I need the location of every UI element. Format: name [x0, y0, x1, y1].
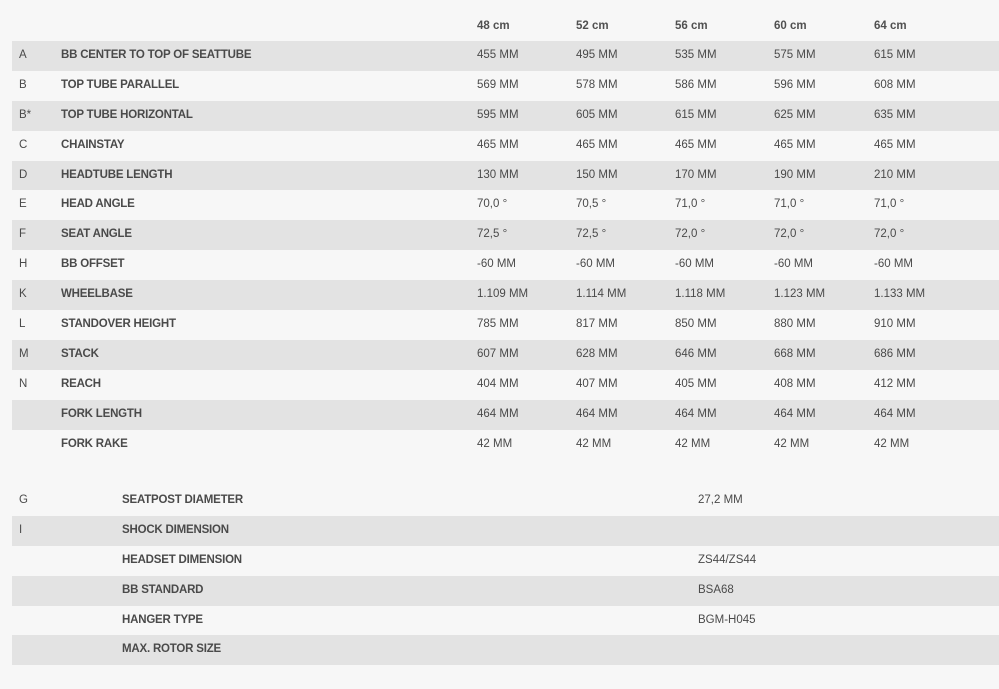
row-letter: B*: [19, 108, 32, 121]
row-value: 412 MM: [874, 377, 916, 390]
row-value: -60 MM: [874, 258, 913, 271]
row-value: 42 MM: [774, 437, 810, 450]
row-value: ZS44/ZS44: [698, 553, 757, 566]
row-value: 668 MM: [774, 347, 816, 360]
row-letter: C: [19, 138, 28, 151]
row-value: 615 MM: [874, 49, 916, 61]
row-label: SHOCK DIMENSION: [122, 523, 229, 536]
table-row: [12, 635, 999, 665]
row-value: 910 MM: [874, 318, 916, 331]
table-row: [12, 161, 999, 191]
table-row: [12, 250, 999, 280]
row-label: BB CENTER TO TOP OF SEATTUBE: [61, 49, 252, 61]
row-value: 578 MM: [576, 78, 618, 91]
size-header-60: 60 cm: [774, 20, 807, 32]
table-row: [12, 280, 999, 310]
row-value: 42 MM: [675, 437, 711, 450]
table-row: [12, 190, 999, 220]
row-label: SEATPOST DIAMETER: [122, 494, 243, 506]
row-label: HEAD ANGLE: [61, 198, 135, 211]
row-value: 464 MM: [675, 407, 717, 420]
row-value: 1.118 MM: [675, 288, 726, 301]
row-label: TOP TUBE HORIZONTAL: [61, 108, 193, 121]
row-letter: A: [19, 49, 27, 61]
size-header-52: 52 cm: [576, 20, 609, 32]
row-label: BB STANDARD: [122, 583, 204, 596]
row-letter: F: [19, 228, 27, 241]
row-value: 464 MM: [874, 407, 916, 420]
row-value: 72,0 °: [675, 228, 706, 241]
row-value: 27,2 MM: [698, 494, 743, 506]
row-value: 465 MM: [477, 138, 519, 151]
row-value: 575 MM: [774, 49, 816, 61]
row-label: FORK RAKE: [61, 437, 128, 450]
row-value: 42 MM: [576, 437, 612, 450]
row-value: 405 MM: [675, 377, 717, 390]
row-letter: K: [19, 288, 27, 301]
row-value: 464 MM: [774, 407, 816, 420]
table-row: [12, 101, 999, 131]
row-value: 569 MM: [477, 78, 519, 91]
row-value: 465 MM: [874, 138, 916, 151]
table-row: [12, 131, 999, 161]
row-value: BSA68: [698, 583, 734, 596]
row-label: HEADSET DIMENSION: [122, 553, 242, 566]
row-value: 625 MM: [774, 108, 816, 121]
row-value: 850 MM: [675, 318, 717, 331]
size-header-64: 64 cm: [874, 20, 907, 32]
row-value: 586 MM: [675, 78, 717, 91]
table-row: [12, 486, 999, 516]
row-value: 605 MM: [576, 108, 618, 121]
row-value: 130 MM: [477, 168, 519, 181]
row-value: 404 MM: [477, 377, 519, 390]
row-letter: B: [19, 78, 27, 91]
row-value: 785 MM: [477, 318, 519, 331]
row-value: 72,5 °: [477, 228, 508, 241]
row-value: -60 MM: [774, 258, 813, 271]
table-row: [12, 400, 999, 430]
row-value: 595 MM: [477, 108, 519, 121]
row-value: 190 MM: [774, 168, 816, 181]
row-label: BB OFFSET: [61, 258, 125, 271]
row-value: 817 MM: [576, 318, 618, 331]
row-value: 628 MM: [576, 347, 618, 360]
row-label: HEADTUBE LENGTH: [61, 168, 173, 181]
row-label: REACH: [61, 377, 101, 390]
row-value: 464 MM: [576, 407, 618, 420]
size-header-48: 48 cm: [477, 20, 510, 32]
table-row: [12, 310, 999, 340]
row-value: 72,0 °: [874, 228, 905, 241]
row-label: WHEELBASE: [61, 288, 133, 301]
row-value: -60 MM: [477, 258, 516, 271]
table-row: [12, 370, 999, 400]
table-row: [12, 546, 999, 576]
table-row: [12, 41, 999, 71]
row-value: 72,5 °: [576, 228, 607, 241]
row-value: 465 MM: [576, 138, 618, 151]
row-value: 535 MM: [675, 49, 717, 61]
row-value: 1.114 MM: [576, 288, 627, 301]
row-value: 646 MM: [675, 347, 717, 360]
row-value: -60 MM: [576, 258, 615, 271]
spec-table: [12, 486, 999, 665]
row-label: SEAT ANGLE: [61, 228, 132, 241]
row-value: 42 MM: [874, 437, 910, 450]
row-label: TOP TUBE PARALLEL: [61, 78, 179, 91]
row-value: 608 MM: [874, 78, 916, 91]
row-value: 70,0 °: [477, 198, 508, 211]
row-value: 71,0 °: [874, 198, 905, 211]
row-value: 71,0 °: [774, 198, 805, 211]
table-row: [12, 220, 999, 250]
row-value: 210 MM: [874, 168, 916, 181]
row-letter: E: [19, 198, 27, 211]
row-value: 635 MM: [874, 108, 916, 121]
row-value: 407 MM: [576, 377, 618, 390]
row-value: 607 MM: [477, 347, 519, 360]
row-label: HANGER TYPE: [122, 613, 203, 626]
row-value: 465 MM: [774, 138, 816, 151]
table-row: [12, 430, 999, 460]
row-letter: L: [19, 318, 26, 331]
row-value: BGM-H045: [698, 613, 756, 626]
row-value: 686 MM: [874, 347, 916, 360]
row-value: 42 MM: [477, 437, 513, 450]
row-value: 615 MM: [675, 108, 717, 121]
table-row: [12, 71, 999, 101]
row-value: 880 MM: [774, 318, 816, 331]
row-label: CHAINSTAY: [61, 138, 125, 151]
row-value: 465 MM: [675, 138, 717, 151]
row-letter: H: [19, 258, 28, 271]
row-label: MAX. ROTOR SIZE: [122, 643, 222, 656]
row-letter: G: [19, 494, 28, 506]
row-label: STANDOVER HEIGHT: [61, 318, 176, 331]
row-value: 495 MM: [576, 49, 618, 61]
table-row: [12, 340, 999, 370]
row-value: 1.109 MM: [477, 288, 529, 301]
row-value: 464 MM: [477, 407, 519, 420]
size-header-56: 56 cm: [675, 20, 708, 32]
row-value: 1.123 MM: [774, 288, 826, 301]
row-value: 170 MM: [675, 168, 717, 181]
row-label: STACK: [61, 347, 99, 360]
row-value: 71,0 °: [675, 198, 706, 211]
row-letter: I: [19, 523, 23, 536]
row-value: 455 MM: [477, 49, 519, 61]
row-letter: D: [19, 168, 28, 181]
row-value: 596 MM: [774, 78, 816, 91]
row-value: 150 MM: [576, 168, 618, 181]
row-letter: M: [19, 347, 29, 360]
geometry-header-row: [12, 12, 999, 41]
row-letter: N: [19, 377, 28, 390]
geometry-table: [12, 12, 999, 459]
row-value: -60 MM: [675, 258, 714, 271]
row-value: 408 MM: [774, 377, 816, 390]
row-value: 70,5 °: [576, 198, 607, 211]
table-row: [12, 606, 999, 636]
table-row: [12, 576, 999, 606]
table-row: [12, 516, 999, 546]
row-value: 72,0 °: [774, 228, 805, 241]
row-label: FORK LENGTH: [61, 407, 142, 420]
row-value: 1.133 MM: [874, 288, 926, 301]
